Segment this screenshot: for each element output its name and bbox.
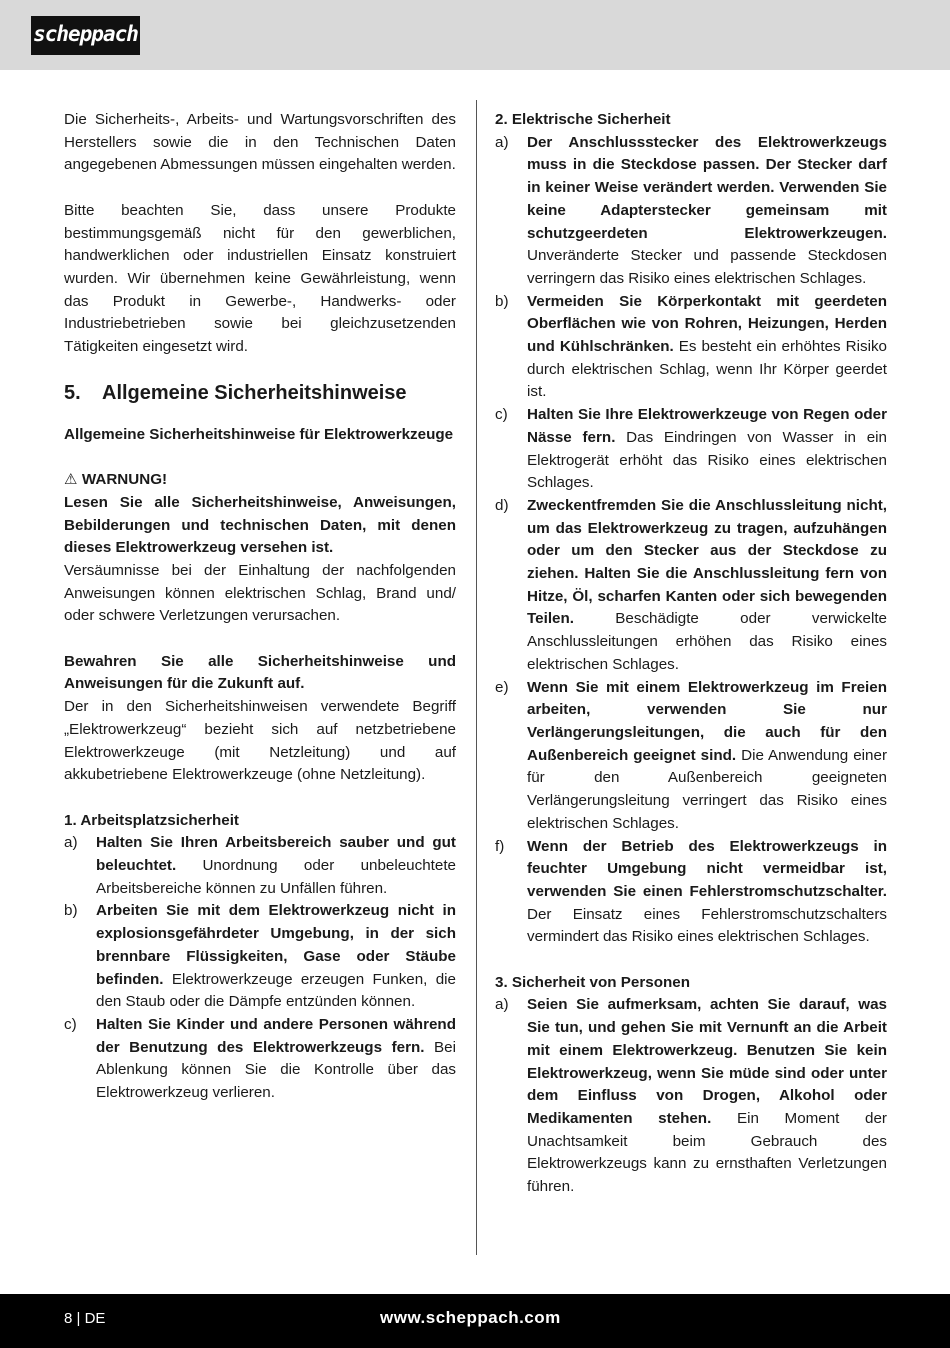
subsection-title: 1. Arbeitsplatzsicherheit [64,811,239,829]
column-divider [476,100,477,1255]
warning-bold: Lesen Sie alle Sicherheitshinweise, Anweisungen, Bebilderungen und technischen Daten, mit denen dieses Elektrowerkzeug versehen ist. [64,493,456,557]
electrical-safety-list [495,132,887,949]
subsection-title: 2. Elektrische Sicherheit [495,111,671,128]
list-item: e) Wenn Sie mit einem Elektrowerkzeug im Freien arbeiten, verwenden Sie nur Verlängerungsleitungen, die auch für den Außenbereich geeignet sind. Die Anwendung einer für den Außenbereich geeigneten Verlängerungsleitung verringert das Risiko eines elektrischen Schlages. [495,678,887,832]
warning-text: Versäumnisse bei der Einhaltung der nachfolgenden Anweisungen können elektrischen Schlag, Brand und/ oder schwere Verletzungen verursachen. [64,561,456,625]
warning-heading [64,469,456,492]
list-item: c) Halten Sie Ihre Elektrowerkzeuge von Regen oder Nässe fern. Das Eindringen von Wasser in ein Elektrogerät erhöht das Risiko eines elektrischen Schlages. [495,406,887,492]
list-item: b) Arbeiten Sie mit dem Elektrowerkzeug nicht in explosionsgefährdeter Umgebung, in der sich brennbare Flüssigkeiten, Gase oder Stäube befinden. Elektrowerkzeuge erzeugen Funken, die den Staub oder die Dämpfe entzünden können. [64,902,456,1011]
page-header [0,0,950,70]
keep-instructions-bold: Bewahren Sie alle Sicherheitshinweise und Anweisungen für die Zukunft auf. [64,652,456,693]
section-title: Allgemeine Sicherheitshinweise [102,381,407,404]
right-column [495,109,887,1199]
list-item: c) Halten Sie Kinder und andere Personen während der Benutzung des Elektrowerkzeugs fern. Bei Ablenkung können Sie die Kontrolle über das Elektrowerkzeug verlieren. [64,1015,456,1102]
list-item: a) Der Anschlussstecker des Elektrowerkzeugs muss in die Steckdose passen. Der Stecker darf in keiner Weise verändert werden. Verwenden Sie keine Adapterstecker gemeinsam mit schutzgeerdeten Elektrowerkzeugen. Unveränderte Stecker und passende Steckdosen verringern das Risiko eines elektrischen Schlages. [495,133,887,287]
workplace-safety-list [64,832,456,1104]
warning-icon: ⚠ [64,471,78,489]
list-item: d) Zweckentfremden Sie die Anschlussleitung nicht, um das Elektrowerkzeug zu tragen, aufzuhängen oder um den Stecker aus der Steckdose zu ziehen. Halten Sie die Anschlussleitung fern von Hitze, Öl, scharfen Kanten oder sich bewegenden Teilen. Beschädigte oder verwickelte Anschlussleitungen erhöhen das Risiko eines elektrischen Schlages. [495,496,887,673]
page-number: 8 | DE [64,1310,106,1327]
list-item: b) Vermeiden Sie Körperkontakt mit geerdeten Oberflächen wie von Rohren, Heizungen, Herden und Kühlschränken. Es besteht ein erhöhtes Risiko durch elektrischen Schlag, wenn Ihr Körper geerdet ist. [495,292,887,401]
warning-label: WARNUNG! [81,471,168,489]
page-footer [0,1294,950,1348]
list-item: a) Seien Sie aufmerksam, achten Sie darauf, was Sie tun, und gehen Sie mit Vernunft an die Arbeit mit einem Elektrowerkzeug. Benutzen Sie kein Elektrowerkzeug, wenn Sie müde sind oder unter dem Einfluss von Drogen, Alkohol oder Medikamenten stehen. Ein Moment der Unachtsamkeit beim Gebrauch des Elektrowerkzeugs kann zu ernsthaften Verletzungen führen. [495,996,887,1196]
warranty-paragraph: Bitte beachten Sie, dass unsere Produkte bestimmungsgemäß nicht für den gewerblichen, handwerklichen oder industriellen Einsatz konstruiert wurden. Wir übernehmen keine Gewährleistung, wenn das Produkt in Gewerbe-, Handwerks- oder Industriebetrieben sowie bei gleichzusetzenden Tätigkeiten eingesetzt wird. [64,201,456,356]
intro-paragraph: Die Sicherheits-, Arbeits- und Wartungsvorschriften des Herstellers sowie die in den Technischen Daten angegebenen Abmessungen müssen eingehalten werden. [64,111,456,174]
list-item: a) Halten Sie Ihren Arbeitsbereich sauber und gut beleuchtet. Unordnung oder unbeleuchtete Arbeitsbereiche können zu Unfällen führen. [64,834,456,897]
subsection-title: 3. Sicherheit von Personen [495,973,690,991]
website-link[interactable]: www.scheppach.com [380,1308,561,1327]
personal-safety-list [495,994,887,1198]
list-item: f) Wenn der Betrieb des Elektrowerkzeugs in feuchter Umgebung nicht vermeidbar ist, verwenden Sie einen Fehlerstromschutzschalter. Der Einsatz eines Fehlerstromschutzschalters vermindert das Risiko eines elektrischen Schlages. [495,837,887,946]
section-heading [64,380,456,406]
left-column [64,109,456,1105]
section-number: 5. [64,381,81,404]
subheading: Allgemeine Sicherheitshinweise für Elektrowerkzeuge [64,425,454,443]
keep-instructions-text: Der in den Sicherheitshinweisen verwendete Begriff „Elektrowerkzeug“ bezieht sich auf netzbetriebene Elektrowerkzeuge (mit Netzleitung) und auf akkubetriebene Elektrowerkzeuge (ohne Netzleitung). [64,698,456,784]
scheppach-logo: scheppach [31,16,140,55]
